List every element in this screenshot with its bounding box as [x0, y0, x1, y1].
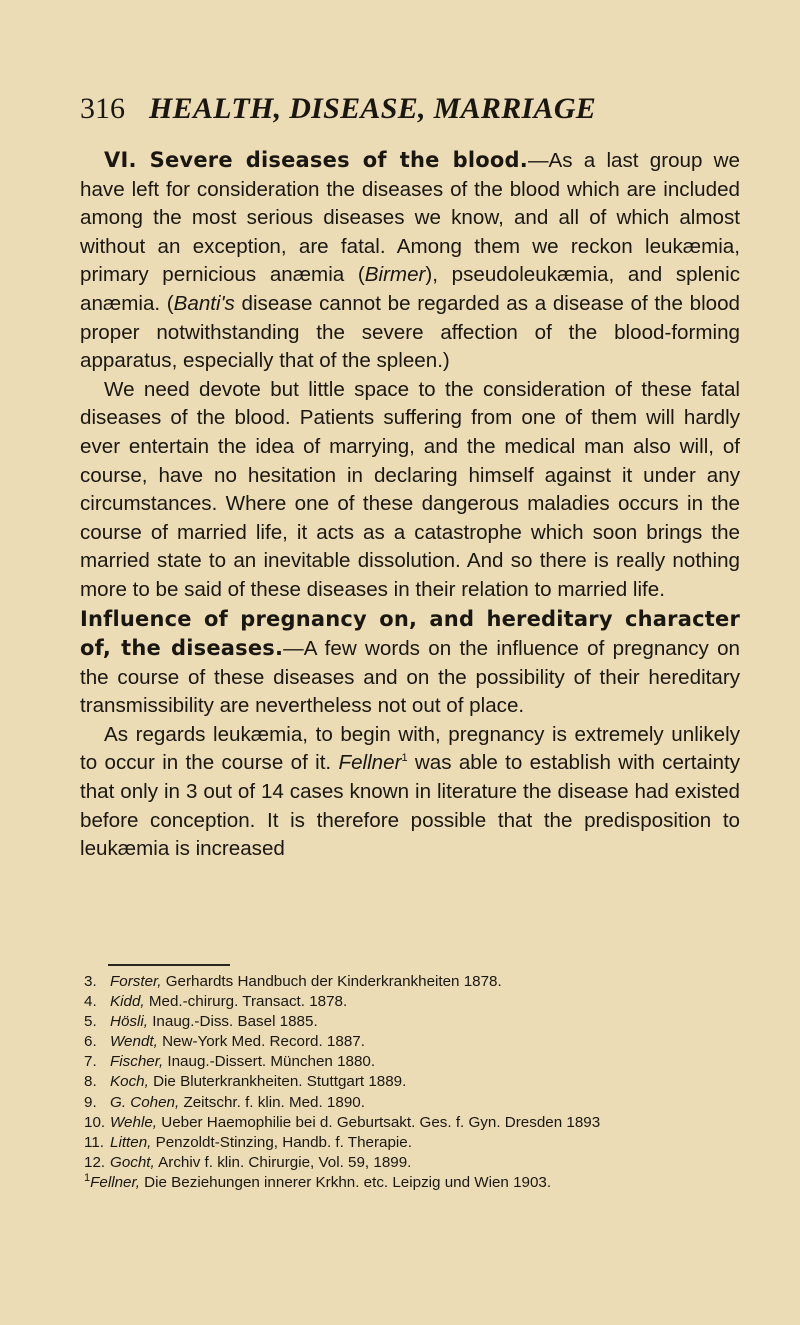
italic-name: Birmer: [364, 263, 426, 287]
footnote-text: Penzoldt-Stinzing, Handb. f. Therapie.: [151, 1133, 412, 1151]
footnote: [84, 1093, 744, 1113]
text-run: disease cannot be regarded as a disease of the blood proper notwithstanding the severe affection of the blood-forming apparatus, especially that of the spleen.): [80, 291, 741, 373]
italic-name: Banti's: [173, 291, 235, 315]
page-header: [80, 92, 740, 136]
footnote-author: Wehle,: [110, 1113, 157, 1131]
footnote-number: 6.: [84, 1033, 97, 1051]
running-head: HEALTH, DISEASE, MARRIAGE: [149, 92, 597, 125]
footnote: [84, 1072, 744, 1092]
footnote-author: Forster,: [110, 973, 162, 990]
footnote-text: Med.-chirurg. Transact. 1878.: [144, 993, 348, 1011]
text-run: —As a last group we have left for consideration the diseases of the blood which are included among the most serious diseases we know, and all of which almost without an exception, are fatal. Among them we reckon leukæmia, primary pernicious anæmia (: [80, 149, 740, 287]
footnote-author: Koch,: [110, 1073, 149, 1091]
footnote-author: Kidd,: [110, 993, 145, 1011]
paragraph: We need devote but little space to the consideration of these fatal diseases of the blood. Patients suffering from one of them will hardly ever entertain the idea of marrying, and the medical man also will, of course, have no hesitation in declaring himself against it under any circumstances. Where one of these dangerous maladies occurs in the course of married life, it acts as a catastrophe which soon brings the married state to an inevitable dissolution. And so there is really nothing more to be said of these diseases in their relation to married life.: [80, 377, 740, 601]
footnote: [84, 1133, 744, 1153]
page-number: 316: [80, 92, 125, 125]
footnote-text: Gerhardts Handbuch der Kinderkrankheiten 1878.: [161, 973, 502, 990]
footnote: [84, 1173, 744, 1193]
footnote-number: 1: [84, 1171, 91, 1184]
footnote: [84, 972, 744, 992]
footnote: [84, 1113, 744, 1133]
footnote-text: Die Bluterkrankheiten. Stuttgart 1889.: [148, 1073, 407, 1091]
footnote-number: 7.: [84, 1053, 97, 1071]
footnote-author: Gocht,: [110, 1153, 155, 1171]
footnote-number: 8.: [84, 1073, 97, 1091]
footnote-text: Inaug.-Dissert. München 1880.: [163, 1053, 376, 1071]
paragraph: [80, 146, 740, 376]
text-run: As regards leukæmia, to begin with, pregnancy is extremely unlikely to occur in the course of it.: [80, 722, 740, 775]
footnote-author: Fischer,: [110, 1053, 164, 1071]
footnote-text: Zeitschr. f. klin. Med. 1890.: [179, 1093, 365, 1111]
footnote-rule: [108, 964, 230, 966]
footnote-author: Litten,: [110, 1133, 152, 1151]
footnote-number: 11.: [84, 1133, 104, 1151]
footnote-text: Inaug.-Diss. Basel 1885.: [147, 1013, 318, 1031]
footnote-text: New-York Med. Record. 1887.: [157, 1033, 365, 1051]
footnote: [84, 992, 744, 1012]
footnote-text: Ueber Haemophilie bei d. Geburtsakt. Ges. f. Gyn. Dresden 1893: [157, 1113, 601, 1131]
footnote-number: 4.: [84, 993, 97, 1011]
footnote-author: Hösli,: [110, 1013, 148, 1031]
italic-name: Fellner: [338, 751, 402, 775]
paragraph: [80, 721, 740, 864]
footnote-marker: 1: [401, 752, 408, 765]
footnote-text: Archiv f. klin. Chirurgie, Vol. 59, 1899.: [154, 1153, 412, 1171]
paragraph: [80, 605, 740, 721]
footnote-number: 12.: [84, 1153, 106, 1171]
footnote-number: 9.: [84, 1093, 97, 1111]
footnote-number: 10.: [84, 1113, 106, 1131]
footnote-author: G. Cohen,: [110, 1093, 180, 1111]
footnote: [84, 1052, 744, 1072]
footnote-author: Wendt,: [110, 1033, 158, 1051]
footnote: [84, 1012, 744, 1032]
body-text: [80, 146, 740, 864]
footnote-text: Die Beziehungen innerer Krkhn. etc. Leipzig und Wien 1903.: [139, 1173, 552, 1191]
footnote-number: 3.: [84, 973, 97, 990]
footnote: [84, 1032, 744, 1052]
footnote: [84, 1153, 744, 1173]
footnote-number: 5.: [84, 1013, 97, 1031]
text-run: ), pseudoleukæmia, and splenic anæmia. (: [80, 263, 740, 315]
text-run: was able to establish with certainty that only in 3 out of 14 cases known in literature the disease had existed before conception. It is therefore possible that the predisposition to leukæmia is increased: [80, 751, 741, 861]
section-heading: VI. Severe diseases of the blood.: [104, 148, 528, 172]
section-heading: Influence of pregnancy on, and hereditary character of, the diseases.: [80, 606, 740, 661]
text-run: —A few words on the influence of pregnancy on the course of these diseases and on the possibility of their hereditary transmissibility are nevertheless not out of place.: [80, 637, 740, 718]
footnote-author: Fellner,: [90, 1173, 140, 1191]
footnotes: [84, 972, 744, 1193]
